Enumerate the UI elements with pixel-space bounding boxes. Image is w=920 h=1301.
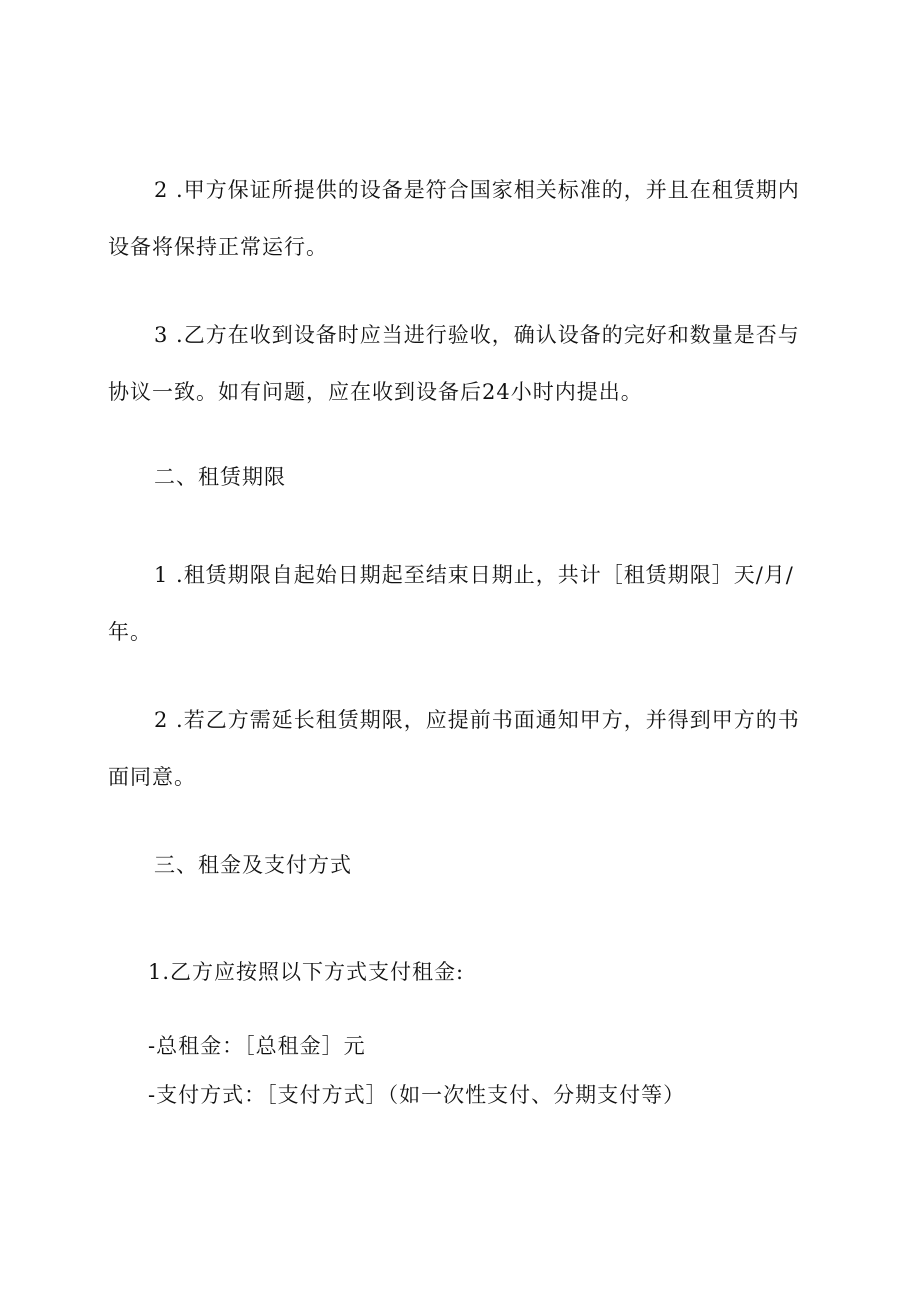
- rent-payment-method-line: -支付方式：［支付方式］（如一次性支付、分期支付等）: [148, 1083, 686, 1107]
- section-heading-lease-term: 二、租赁期限: [154, 465, 286, 489]
- clause-rent-payment-intro: 1.乙方应按照以下方式支付租金:: [148, 960, 465, 984]
- clause-equipment-warranty: 2 .甲方保证所提供的设备是符合国家相关标准的，并且在租赁期内设备将保持正常运行。: [108, 178, 800, 259]
- clause-equipment-acceptance: 3 .乙方在收到设备时应当进行验收，确认设备的完好和数量是否与协议一致。如有问题，应在收到设备后24小时内提出。: [108, 323, 800, 404]
- clause-lease-term-duration: 1 .租赁期限自起始日期起至结束日期止，共计［租赁期限］天/月/年。: [108, 563, 794, 644]
- section-heading-rent-payment: 三、租金及支付方式: [154, 853, 352, 877]
- clause-lease-term-extension: 2 .若乙方需延长租赁期限，应提前书面通知甲方，并得到甲方的书面同意。: [108, 708, 800, 789]
- rent-total-line: -总租金：［总租金］元: [148, 1034, 366, 1058]
